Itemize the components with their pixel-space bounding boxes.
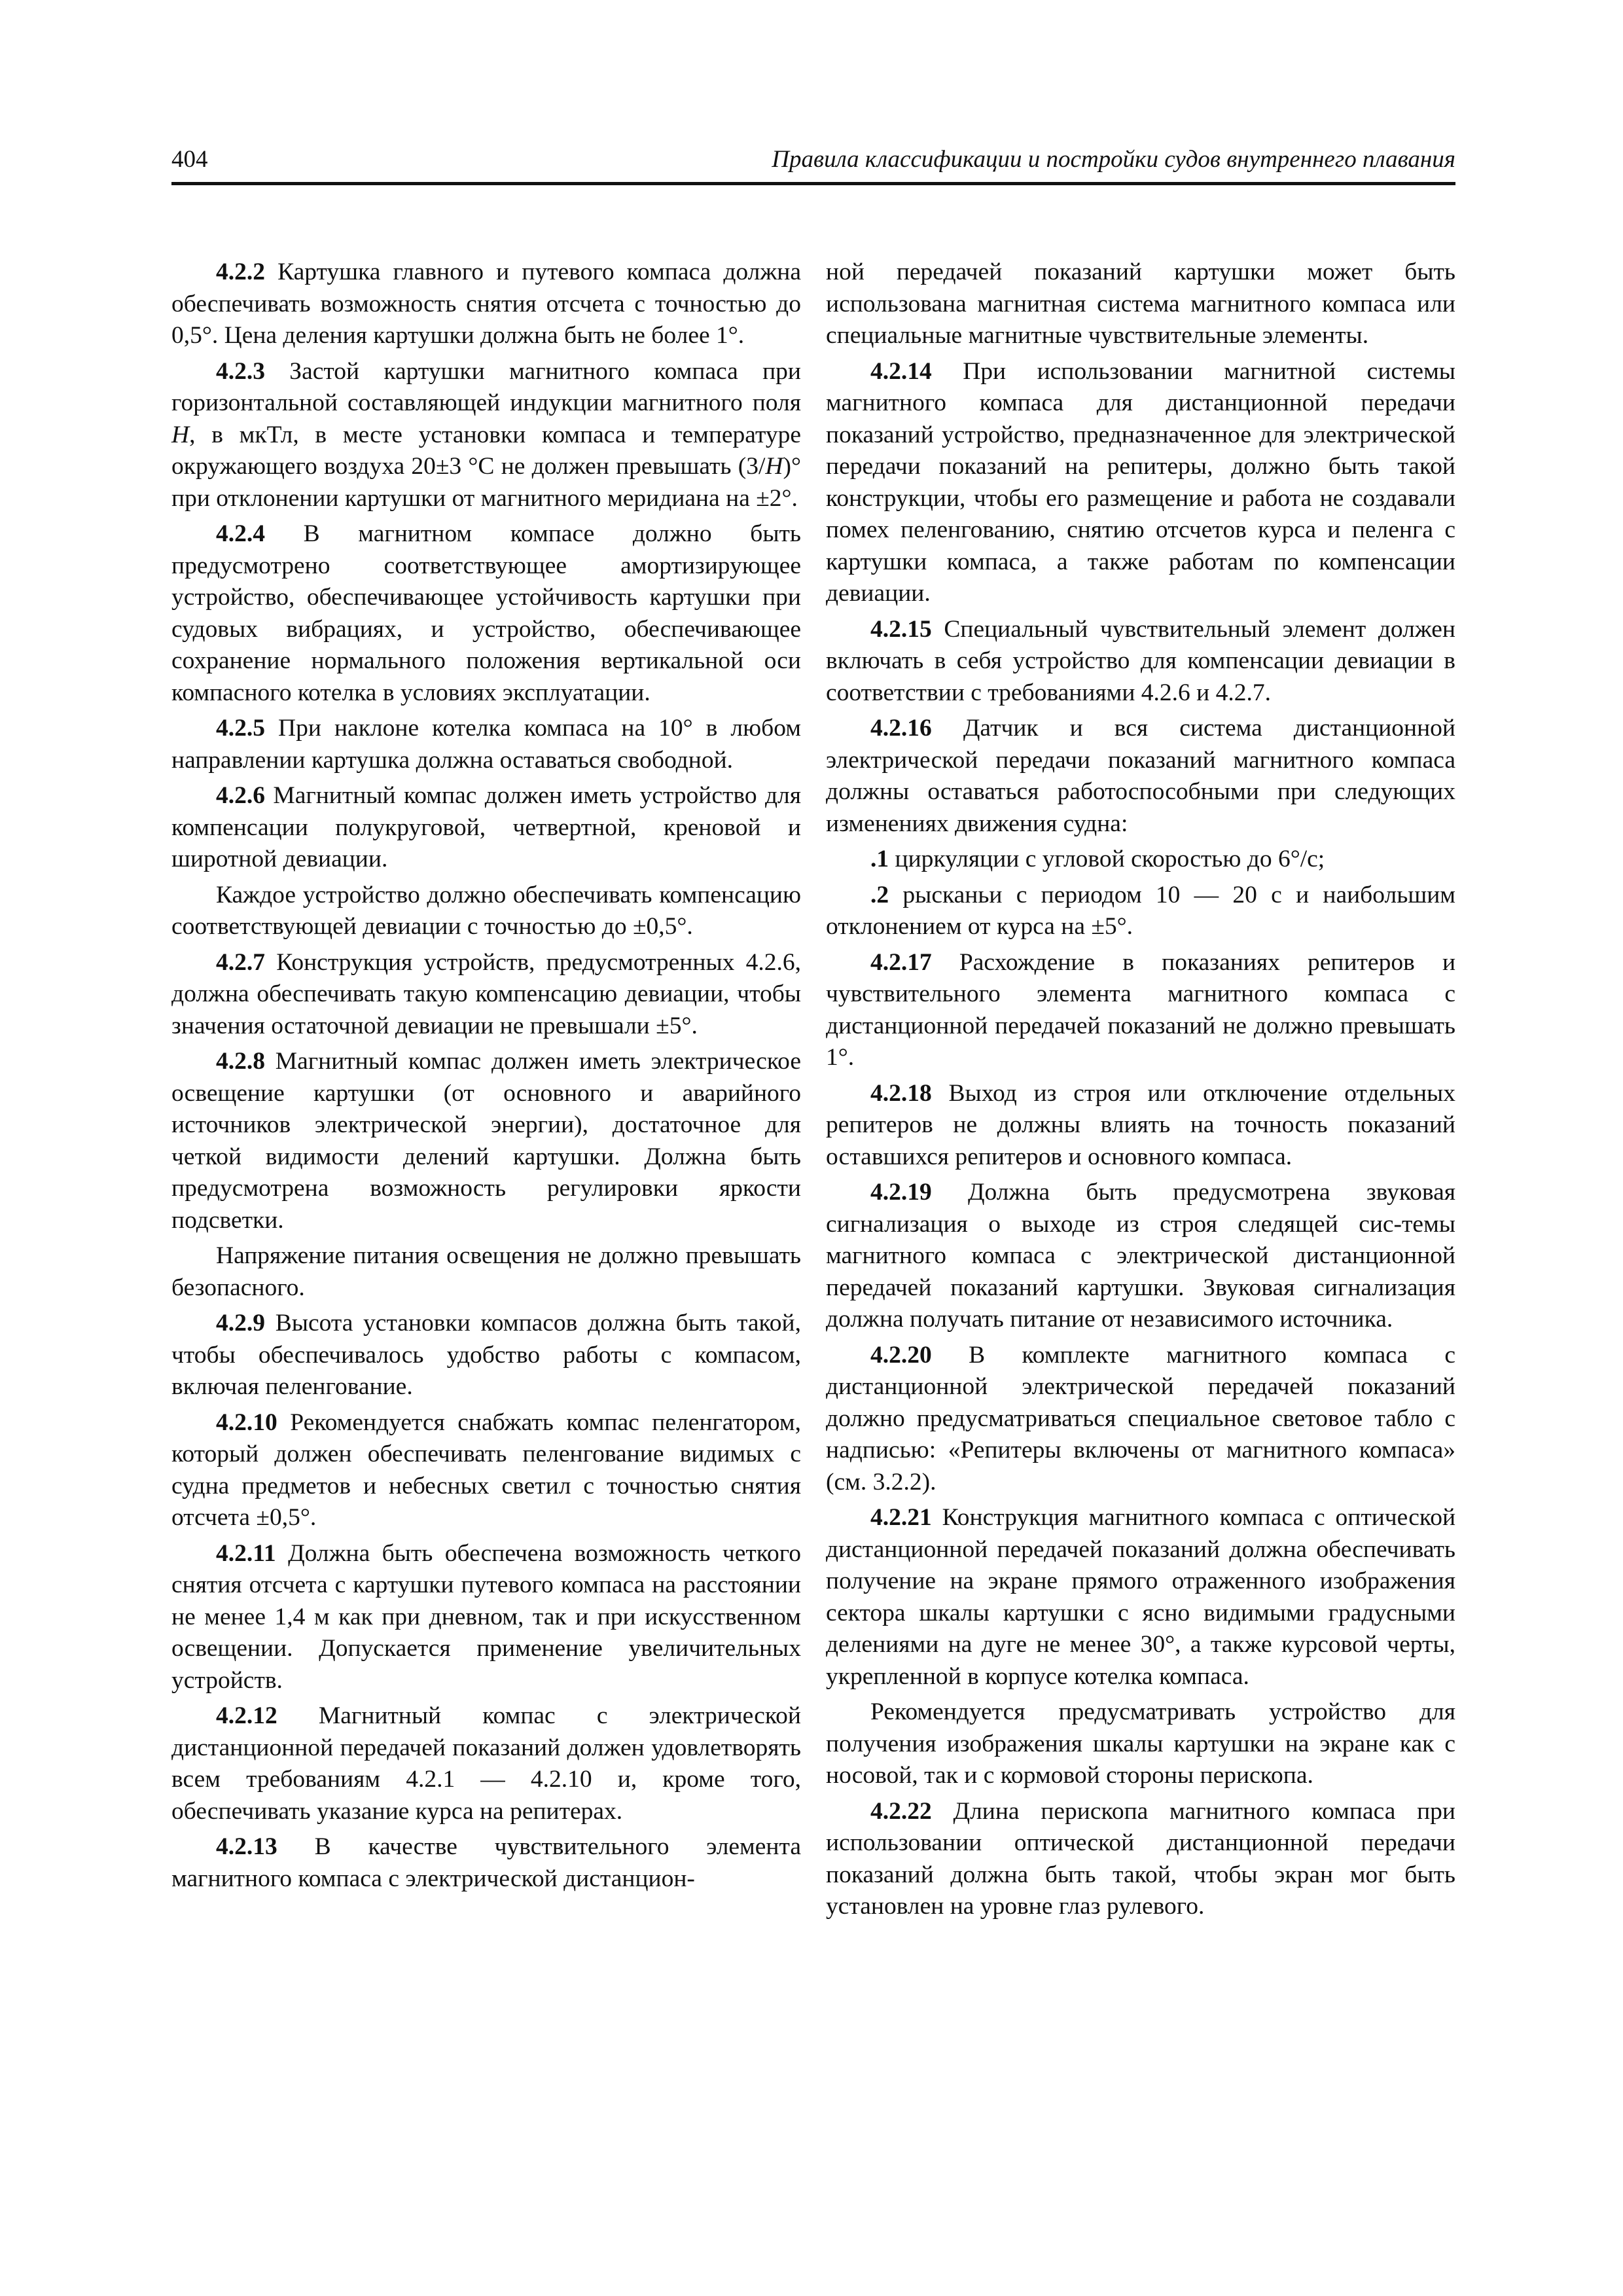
right-column <box>826 257 1455 1927</box>
clause-text: Магнитный компас должен иметь устройство для компенсации полукруговой, четвертной, креновой и широтной девиации. <box>171 782 801 872</box>
clause-number: 4.2.11 <box>216 1539 276 1567</box>
clause-number: 4.2.2 <box>216 259 265 285</box>
clause-text: Рекомендуется снабжать компас пеленгатором, который должен обеспечивать пеленгование видимых с судна предметов и небесных светил с точностью снятия отсчета ±0,5°. <box>171 1408 801 1531</box>
clause-text: Расхождение в показаниях репитеров и чувствительного элемента магнитного компаса с дистанционной передачей показаний не должно превышать 1°. <box>826 948 1456 1071</box>
clause-number: 4.2.3 <box>216 357 265 385</box>
clause-text: Выход из строя или отключение отдельных репитеров не должны влиять на точность показаний оставшихся репитеров и основного компаса. <box>826 1079 1456 1170</box>
list-item-1 <box>826 844 1455 876</box>
clause-text: Конструкция магнитного компаса с оптической дистанционной передачей показаний должна обеспечивать получение на экране прямого отраженного изображения сектора шкалы картушки с ясно видимыми градусными делениями на дуге не менее 30°, а также курсовой черты, укрепленной в корпусе котелка компаса. <box>826 1504 1456 1690</box>
clause-number: 4.2.9 <box>216 1310 265 1336</box>
paragraph <box>171 1240 801 1304</box>
clause-4-2-21 <box>826 1502 1455 1693</box>
clause-number: 4.2.21 <box>870 1504 932 1531</box>
clause-4-2-6 <box>171 780 801 876</box>
list-text: рысканьи с периодом 10 — 20 с и наибольшим отклонением от курса на ±5°. <box>826 881 1455 940</box>
paragraph-text: Напряжение питания освещения не должно превышать безопасного. <box>171 1242 801 1301</box>
clause-text: Датчик и вся система дистанционной электрической передачи показаний магнитного компаса должны оставаться работоспособными при следующих изменениях движения судна: <box>826 715 1455 837</box>
clause-number: 4.2.10 <box>216 1408 277 1436</box>
clause-text: )° при отклонении картушки от магнитного меридиана на ±2°. <box>171 453 801 512</box>
list-number: .2 <box>870 881 889 908</box>
left-column <box>171 257 801 1899</box>
clause-4-2-5 <box>171 713 801 776</box>
clause-text: Конструкция устройств, предусмотренных 4.2.6, должна обеспечивать такую компенсацию девиации, чтобы значения остаточной девиации не превышали ±5°. <box>171 948 801 1039</box>
page-header <box>171 143 1455 185</box>
clause-number: 4.2.12 <box>216 1702 277 1729</box>
clause-text: Застой картушки магнитного компаса при горизонтальной составляющей индукции магнитного поля <box>171 357 801 416</box>
clause-number: 4.2.14 <box>870 357 932 385</box>
clause-4-2-19 <box>826 1177 1455 1336</box>
clause-4-2-2 <box>171 257 801 352</box>
clause-number: 4.2.18 <box>870 1079 932 1107</box>
clause-4-2-7 <box>171 947 801 1043</box>
symbol-h: H <box>171 421 190 448</box>
clause-text: В комплекте магнитного компаса с дистанционной электрической передачей показаний должно предусматриваться специальное световое табло с надписью: «Репитеры включены от магнитного компаса» (см. 3.2.2). <box>826 1341 1456 1496</box>
clause-number: 4.2.16 <box>870 715 932 742</box>
clause-4-2-15 <box>826 614 1455 709</box>
clause-4-2-17 <box>826 947 1455 1074</box>
clause-number: 4.2.20 <box>870 1341 932 1369</box>
paragraph-text: Каждое устройство должно обеспечивать компенсацию соответствующей девиации с точностью до ±0,5°. <box>171 881 801 940</box>
clause-text: Длина перископа магнитного компаса при использовании оптической дистанционной передачи показаний должна быть такой, чтобы экран мог быть установлен на уровне глаз рулевого. <box>826 1797 1455 1920</box>
list-number: .1 <box>870 846 889 872</box>
clause-text: Магнитный компас с электрической дистанционной передачей показаний должен удовлетворять всем требованиям 4.2.1 — 4.2.10 и, кроме того, обеспечивать указание курса на репитерах. <box>171 1702 801 1825</box>
clause-number: 4.2.15 <box>870 615 932 643</box>
clause-4-2-3 <box>171 356 801 515</box>
clause-text: В магнитном компасе должно быть предусмотрено соответствующее амортизирующее устройство, обеспечивающее устойчивость картушки при судовых вибрациях, и устройство, обеспечивающее сохранение нормального положения вертикальной оси компасного котелка в условиях эксплуатации. <box>171 520 801 706</box>
clause-text: Специальный чувствительный элемент должен включать в себя устройство для компенсации девиации в соответствии с требованиями 4.2.6 и 4.2.7. <box>826 615 1456 706</box>
clause-number: 4.2.22 <box>870 1797 932 1825</box>
clause-text: В качестве чувствительного элемента магнитного компаса с электрической дистанцион- <box>171 1833 801 1892</box>
running-title: Правила классификации и постройки судов внутреннего плавания <box>772 146 1455 173</box>
clause-text: Высота установки компасов должна быть такой, чтобы обеспечивалось удобство работы с компасом, включая пеленгование. <box>171 1310 802 1400</box>
clause-text: Должна быть обеспечена возможность четкого снятия отсчета с картушки путевого компаса на расстоянии не менее 1,4 м как при дневном, так и при искусственном освещении. Допускается применение увеличительных устройств. <box>171 1539 802 1694</box>
clause-4-2-9 <box>171 1308 801 1403</box>
clause-4-2-13 <box>171 1831 801 1895</box>
clause-text: Картушка главного и путевого компаса должна обеспечивать возможность снятия отсчета с точностью до 0,5°. Цена деления картушки должна быть не более 1°. <box>171 259 802 349</box>
clause-text: , в мкТл, в месте установки компаса и температуре окружающего воздуха 20±3 °С не должен превышать (3/ <box>171 421 801 480</box>
clause-4-2-10 <box>171 1407 801 1534</box>
clause-4-2-18 <box>826 1078 1455 1174</box>
clause-4-2-20 <box>826 1340 1455 1499</box>
paragraph-text: Рекомендуется предусматривать устройство для получения изображения шкалы картушки на экране как с носовой, так и с кормовой стороны перископа. <box>826 1698 1455 1789</box>
clause-4-2-12 <box>171 1700 801 1827</box>
clause-4-2-4 <box>171 518 801 709</box>
clause-number: 4.2.19 <box>870 1179 932 1206</box>
clause-number: 4.2.4 <box>216 520 265 547</box>
clause-text: При наклоне котелка компаса на 10° в любом направлении картушка должна оставаться свободной. <box>171 715 801 774</box>
paragraph <box>171 880 801 943</box>
clause-text: При использовании магнитной системы магнитного компаса для дистанционной передачи показаний устройство, предназначенное для электрической передачи показаний на репитеры, должно быть такой конструкции, чтобы его размещение и работа не создавали помех пеленгованию, снятию отсчетов курса и пеленга с картушки компаса, а также работам по компенсации девиации. <box>826 357 1455 607</box>
clause-number: 4.2.8 <box>216 1048 265 1075</box>
symbol-h: H <box>765 453 783 480</box>
clause-number: 4.2.6 <box>216 782 265 809</box>
clause-4-2-11 <box>171 1538 801 1697</box>
clause-text: Магнитный компас должен иметь электрическое освещение картушки (от основного и аварийного источников электрической энергии), достаточное для четкой видимости делений картушки. Должна быть предусмотрена возможность регулировки яркости подсветки. <box>171 1048 802 1234</box>
clause-text: Должна быть предусмотрена звуковая сигнализация о выходе из строя следящей сис-темы магнитного компаса с электрической дистанционной передачей показаний картушки. Звуковая сигнализация должна получать питание от независимого источника. <box>826 1179 1456 1333</box>
clause-4-2-8 <box>171 1046 801 1236</box>
list-item-2 <box>826 880 1455 943</box>
clause-number: 4.2.13 <box>216 1833 277 1860</box>
list-text: циркуляции с угловой скоростью до 6°/с; <box>895 846 1325 872</box>
paragraph-text: ной передачей показаний картушки может быть использована магнитная система магнитного компаса или специальные магнитные чувствительные элементы. <box>826 259 1455 349</box>
clause-number: 4.2.17 <box>870 948 932 976</box>
clause-number: 4.2.7 <box>216 948 265 976</box>
clause-4-2-16 <box>826 713 1455 840</box>
paragraph-continuation <box>826 257 1455 352</box>
paragraph <box>826 1696 1455 1792</box>
clause-4-2-14 <box>826 356 1455 610</box>
page-number: 404 <box>171 146 208 173</box>
clause-4-2-22 <box>826 1796 1455 1923</box>
clause-number: 4.2.5 <box>216 715 265 742</box>
